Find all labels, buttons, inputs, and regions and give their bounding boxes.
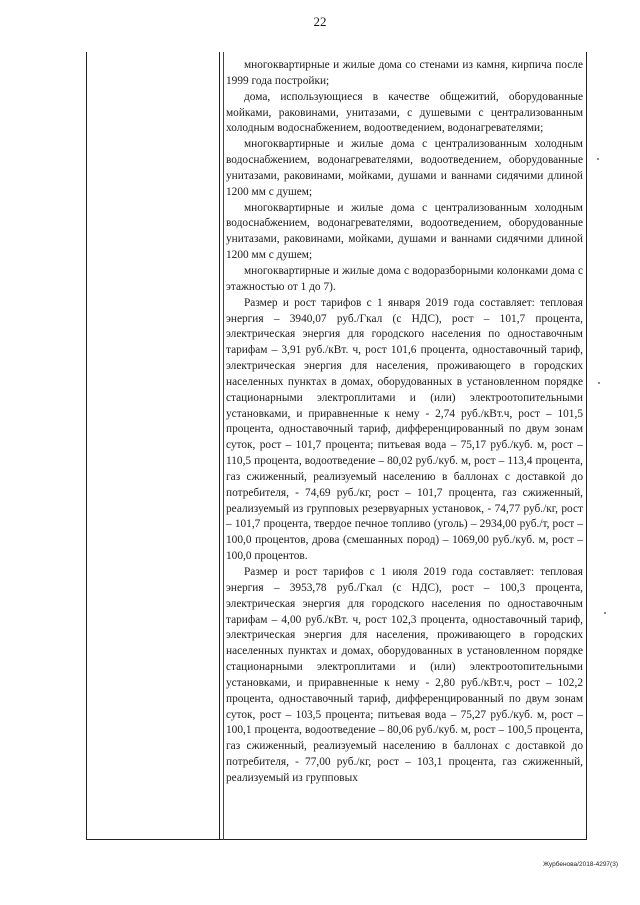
paragraph: Размер и рост тарифов с 1 января 2019 года составляет: тепловая энергия – 3940,07 руб./Гкал (с НДС), рост – 101,7 процента, электрическая энергия для городского населения по одноставочным тарифам – 3,91 руб./кВт. ч, рост 101,6 процента, одноставочный тариф, электрическая энергия для населения, проживающего в городских населенных пунктах в домах, оборудованных в установленном порядке стационарными электроплитами и (или) электроотопительными установками, и приравненные к нему - 2,74 руб./кВт.ч, рост – 101,5 процента, одноставочный тариф, дифференцированный по двум зонам суток, рост – 101,7 процента; питьевая вода – 75,17 руб./куб. м, рост – 110,5 процента, водоотведение – 80,02 руб./куб. м, рост – 113,4 процента, газ сжиженный, реализуемый населению в баллонах с доставкой до потребителя, - 74,69 руб./кг, рост – 101,7 процента, газ сжиженный, реализуемый из групповых резервуарных установок, - 74,77 руб./кг, рост – 101,7 процента, твердое печное топливо (уголь) – 2934,00 руб./т, рост – 100,0 процентов, дрова (смешанных пород) – 1069,00 руб./куб. м, рост – 100,0 процентов.	[226, 296, 583, 563]
paragraph: многоквартирные и жилые дома с централизованным холодным водоснабжением, водонагревателями, водоотведением, оборудованные унитазами, раковинами, мойками, душами и ваннами сидячими длиной 1200 мм с душем;	[226, 138, 583, 198]
page-number: 22	[313, 14, 327, 29]
scan-speck	[598, 382, 600, 384]
text-column	[226, 58, 583, 787]
scan-speck	[604, 612, 606, 614]
paragraph: многоквартирные и жилые дома с централизованным холодным водоснабжением, водонагревателями, водоотведением, оборудованные унитазами, раковинами, мойками, душами и ваннами сидячими длиной 1200 мм с душем;	[226, 201, 583, 262]
paragraph: Размер и рост тарифов с 1 июля 2019 года составляет: тепловая энергия – 3953,78 руб./Гкал (с НДС), рост – 100,3 процента, электрическая энергия для городского населения по одноставочным тарифам – 4,00 руб./кВт. ч, рост 102,3 процента, одноставочный тариф, электрическая энергия для населения, проживающего в городских населенных пунктах и домах, оборудованных в установленном порядке стационарными электроплитами и (или) электроотопительными установками, и приравненные к нему - 2,80 руб./кВт.ч, рост – 102,2 процента, одноставочный тариф, дифференцированный по двум зонам суток, рост – 103,5 процента; питьевая вода – 75,27 руб./куб. м, рост – 100,1 процента, водоотведение – 80,06 руб./куб. м, рост – 100,5 процента, газ сжиженный, реализуемый населению в баллонах с доставкой до потребителя, - 77,00 руб./кг, рост – 103,1 процента, газ сжиженный, реализуемый из групповых	[226, 566, 583, 784]
column-divider	[219, 52, 220, 840]
paragraph: многоквартирные и жилые дома со стенами из камня, кирпича после 1999 года постройки;	[226, 59, 583, 87]
column-divider-inner	[223, 52, 224, 840]
footer-code: Журбенова/2018-4297(3)	[542, 861, 618, 868]
scan-speck	[597, 158, 599, 160]
paragraph: многоквартирные и жилые дома с водоразборными колонками дома с этажностью от 1 до 7).	[226, 264, 583, 293]
paragraph: дома, использующиеся в качестве общежитий, оборудованные мойками, раковинами, унитазами, с душевыми с централизованным холодным водоснабжением, водоотведением, водонагревателями;	[226, 90, 583, 135]
